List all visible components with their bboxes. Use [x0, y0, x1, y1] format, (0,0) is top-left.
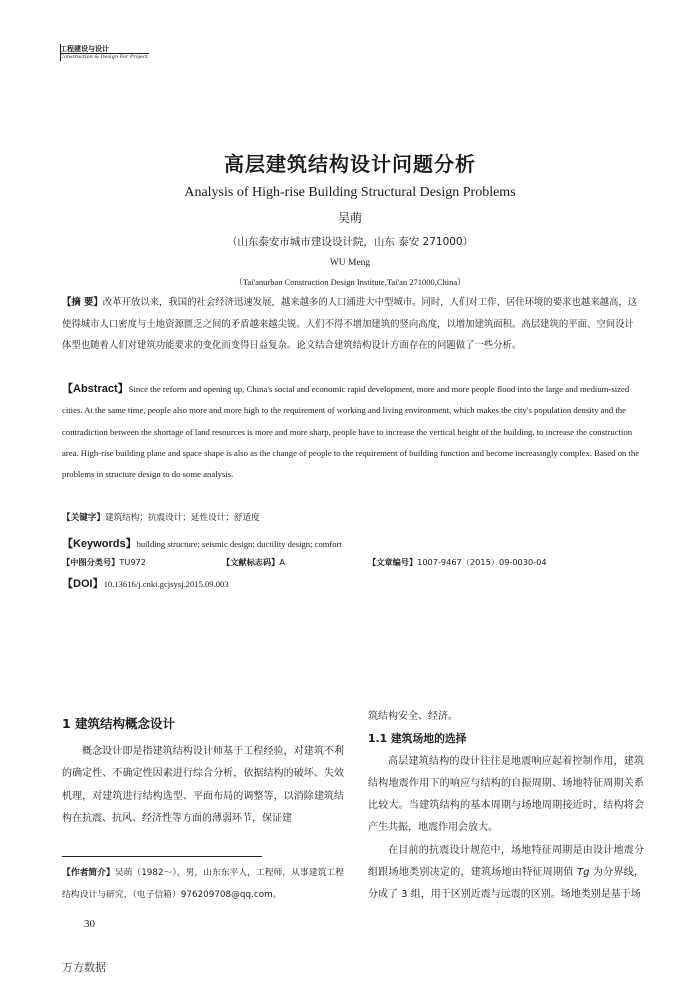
doi	[62, 575, 640, 591]
abstract-cn-label: 【摘 要】	[62, 297, 103, 308]
keywords-en	[62, 535, 640, 551]
abstract-en-text: Since the reform and opening up, China's social and economic rapid development, more and more people flood into the large and medium-sized cities. At the same time, people also more and more high to the requirement of working and living environment, which makes the city's population density and the contradiction between the shortage of land resources is more and more sharp, people have to increase the vertical height of the building, to increase the construction area. High-rise building plane and space shape is also as the change of people to the requirement of building function and become increasingly complex. Based on the problems in structure design to do some analysis.	[62, 384, 640, 480]
keywords-cn-label: 【关键字】	[62, 513, 105, 523]
doi-label: 【DOI】	[62, 578, 104, 590]
title-cn: 高层建筑结构设计问题分析	[224, 152, 476, 176]
paragraph: 概念设计即是指建筑结构设计师基于工程经验，对建筑不利的确定性、不确定性因素进行综合分析，依据结构的破坏、失效机理，对建筑进行结构选型、平面布局的调整等，以消除建筑结构在抗震、抗风、经济性等方面的薄弱环节，保证建	[62, 746, 344, 824]
keywords-en-text: building structure; seismic design; ductility design; comfort	[136, 539, 342, 549]
running-head-en: Construction & Design For Project	[60, 54, 148, 60]
paragraph: 在目前的抗震设计规范中，场地特征周期是由设计地震分组跟场地类别决定的，建筑场地由特征周期值 Tg 为分界线，分成了 3 组，用于区别近震与远震的区别。场地类别是基于场	[368, 844, 644, 901]
keywords-cn	[62, 511, 640, 523]
doi-value: 10.13616/j.cnki.gcjsysj.2015.09.003	[103, 579, 229, 589]
clc-number: 【中图分类号】TU972	[62, 557, 146, 567]
paragraph-continued: 筑结构安全、经济。	[368, 711, 458, 722]
keywords-en-label: 【Keywords】	[62, 538, 137, 550]
affiliation-cn: （山东泰安市城市建设设计院，山东 泰安 271000）	[226, 236, 474, 248]
document-code: 【文献标志码】A	[222, 557, 285, 567]
classification-row	[62, 557, 640, 571]
author-note-text: 吴萌（1982～），男，山东东平人，工程师，从事建筑工程结构设计与研究，（电子信箱）976209708@qq.com。	[62, 868, 344, 900]
left-column	[62, 741, 344, 830]
author-note	[62, 862, 346, 906]
section-heading: 1 建筑结构概念设计	[62, 716, 176, 731]
abstract-en-label: 【Abstract】	[62, 383, 129, 395]
abstract-en	[62, 379, 640, 485]
subsection-heading: 1.1 建筑场地的选择	[368, 732, 467, 746]
author-note-label: 【作者简介】	[62, 868, 115, 878]
keywords-cn-text: 建筑结构；抗震设计；延性设计；舒适度	[104, 513, 260, 523]
running-head-rule	[60, 53, 149, 54]
article-number: 【文章编号】1007-9467（2015）09-0030-04	[368, 557, 547, 567]
page-number: 30	[84, 918, 95, 930]
footnote-rule	[62, 856, 262, 857]
author-en: WU Meng	[329, 258, 371, 268]
author-cn: 吴萌	[337, 211, 362, 225]
watermark: 万方数据	[62, 961, 106, 974]
abstract-cn	[62, 292, 640, 357]
tg-symbol: Tg	[576, 867, 590, 879]
right-column	[368, 706, 644, 907]
affiliation-en: （Tai'anurban Construction Design Institute,Tai'an 271000,China）	[234, 277, 466, 287]
running-head-cn: 工程建设与设计	[60, 45, 109, 53]
paragraph: 高层建筑结构的设计往往是地震响应起着控制作用，建筑结构地震作用下的响应与结构的自振周期、场地特征周期关系比较大。当建筑结构的基本周期与场地周期接近时，结构将会产生共振，地震作用会放大。	[368, 755, 644, 834]
abstract-cn-text: 改革开放以来，我国的社会经济迅速发展，越来越多的人口涌进大中型城市。同时，人们对工作、居住环境的要求也越来越高，这使得城市人口密度与土地资源匮乏之间的矛盾越来越尖锐。人们不得不增加建筑的竖向高度，以增加建筑面积。高层建筑的平面、空间设计体型也随着人们对建筑功能要求的变化而变得日益复杂。论文结合建筑结构设计方面存在的问题做了一些分析。	[62, 297, 638, 351]
title-en: Analysis of High-rise Building Structural Design Problems	[184, 185, 516, 200]
